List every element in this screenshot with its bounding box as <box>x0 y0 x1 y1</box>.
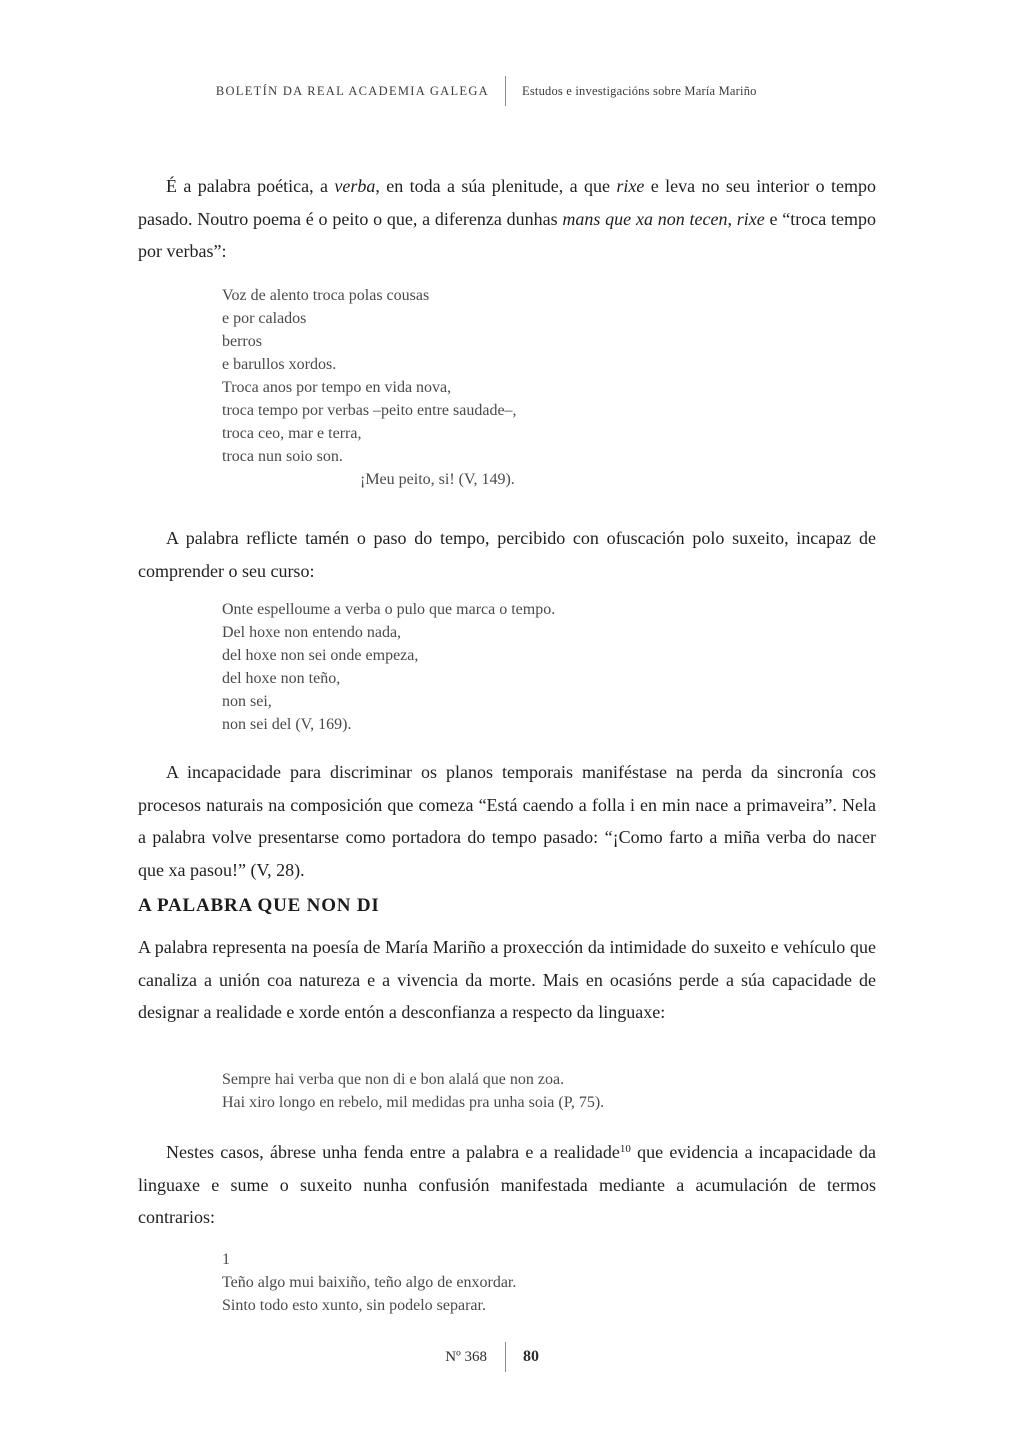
paragraph-2: A palabra reflicte tamén o paso do tempo, percibido con ofuscación polo suxeito, incapaz de comprender o seu curso: <box>138 528 876 581</box>
page-number: 80 <box>523 1348 539 1365</box>
header-divider <box>505 76 506 106</box>
poem-quote-2: Onte espelloume a verba o pulo que marca o tempo. Del hoxe non entendo nada, del hoxe non sei onde empeza, del hoxe non teño, non sei, non sei del (V, 169). <box>222 601 556 733</box>
journal-title: BOLETÍN DA REAL ACADEMIA GALEGA <box>215 84 489 98</box>
section-heading: A PALABRA QUE NON DI <box>138 895 380 916</box>
issue-number: Nº 368 <box>445 1349 487 1365</box>
paragraph-4: A palabra representa na poesía de María Mariño a proxección da intimidade do suxeito e vehículo que canaliza a unión coa natureza e a vivencia da morte. Mais en ocasións perde a súa capacidade de designar a realidade e xorde entón a desconfianza a respecto da linguaxe: <box>138 937 876 1022</box>
footer-divider <box>505 1342 506 1372</box>
paragraph-5: Nestes casos, ábrese unha fenda entre a palabra e a realidade$^{10}$ que evidencia a incapacidade da linguaxe e sume o suxeito nunha confusión manifestada mediante a acumulación de termos contrarios: <box>138 1142 876 1227</box>
poem-quote-1: Voz de alento troca polas cousas e por calados berros e barullos xordos. Troca anos por tempo en vida nova, troca tempo por verbas –peito entre saudade–, troca ceo, mar e terra, troca nun soio son. ¡Meu peito, si! (V, 149). <box>222 287 517 488</box>
poem-quote-3: Sempre hai verba que non di e bon alalá que non zoa. Hai xiro longo en rebelo, mil medidas pra unha soia (P, 75). <box>222 1071 605 1111</box>
paragraph-1: É a palabra poética, a verba, en toda a súa plenitude, a que rixe e leva no seu interior o tempo pasado. Noutro poema é o peito o que, a diferenza dunhas mans que xa non tecen, rixe e “troca tempo por verbas”: <box>138 176 877 261</box>
poem-quote-4: 1 Teño algo mui baixiño, teño algo de enxordar. Sinto todo esto xunto, sin podelo separar. <box>222 1251 517 1314</box>
article-title: Estudos e investigacións sobre María Mariño <box>522 84 757 98</box>
paragraph-3: A incapacidade para discriminar os planos temporais maniféstase na perda da sincronía cos procesos naturais na composición que comeza “Está caendo a folla i en min nace a primaveira”. Nela a palabra volve presentarse como portadora do tempo pasado: “¡Como farto a miña verba do nacer que xa pasou!” (V, 28). <box>138 762 876 880</box>
